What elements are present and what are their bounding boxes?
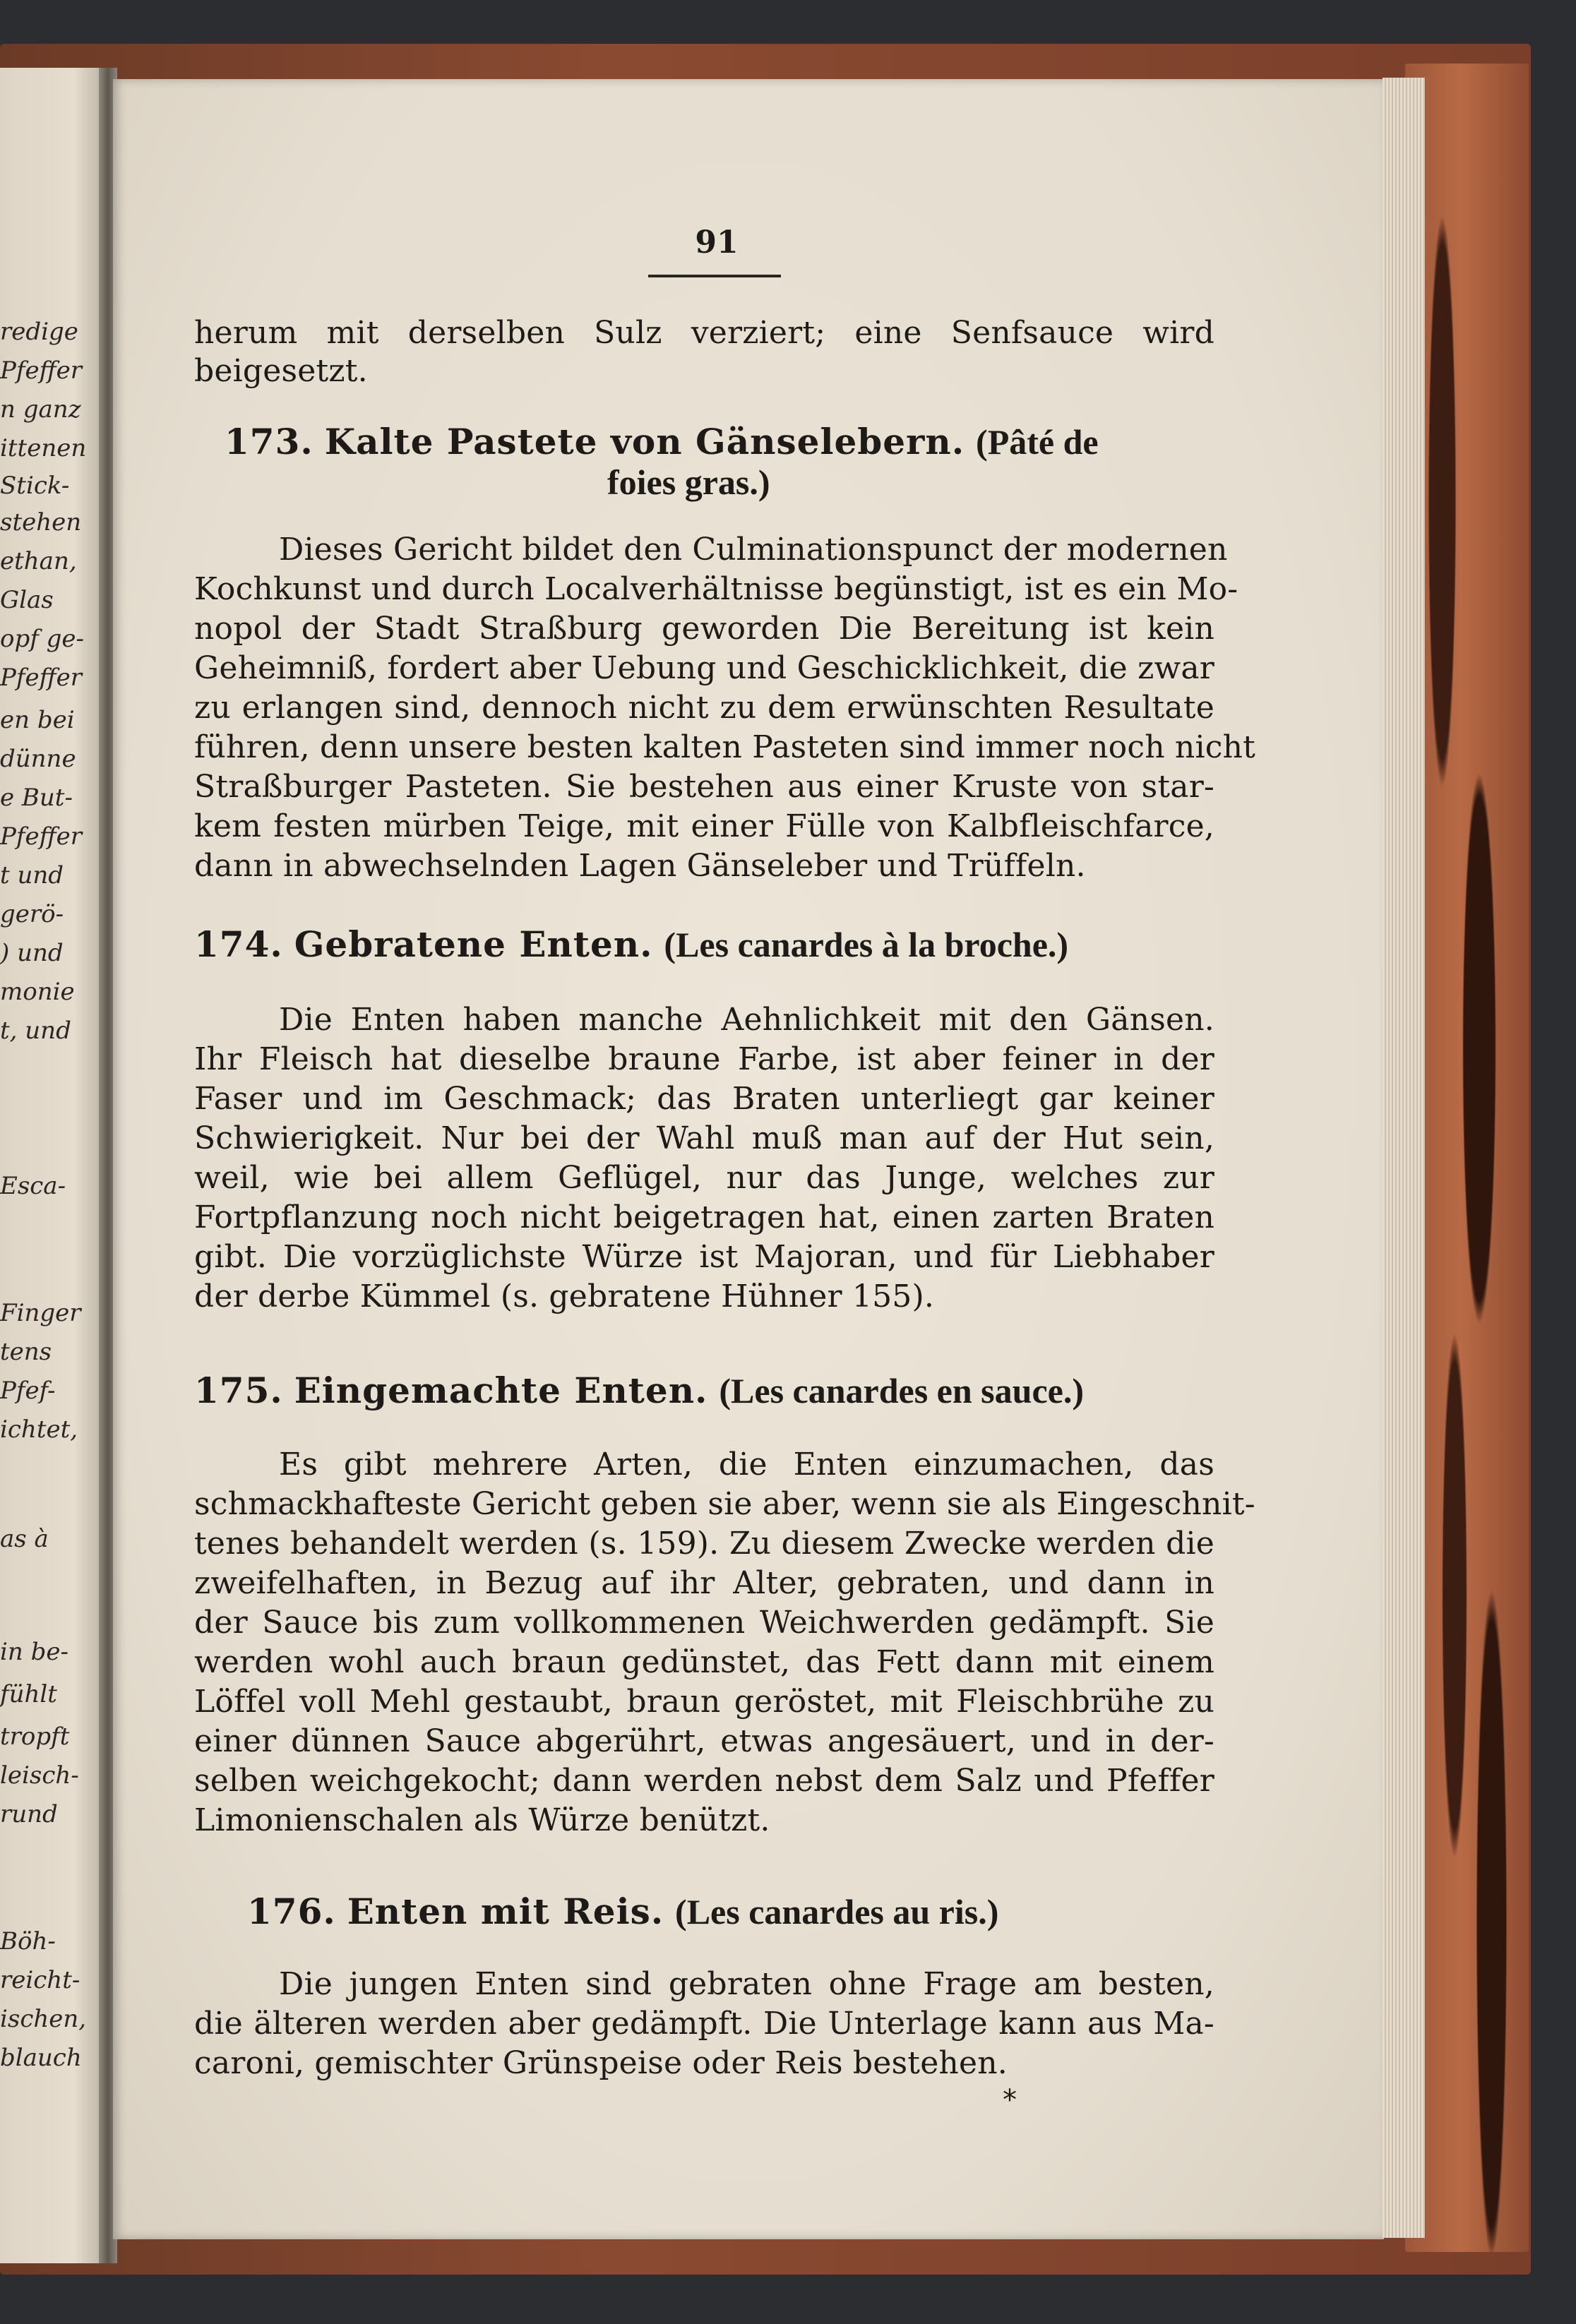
recipe-text-line: weil, wie bei allem Geflügel, nur das Junge, welches zur: [194, 1160, 1214, 1196]
left-page-text-fragment: ethan,: [0, 547, 77, 575]
recipe-text-line: Geheimniß, fordert aber Uebung und Geschicklichkeit, die zwar: [194, 650, 1214, 686]
left-page-text-fragment: Finger: [0, 1299, 81, 1327]
left-page-fragment: [0, 68, 106, 2263]
left-page-text-fragment: Pfeffer: [0, 822, 83, 851]
recipe-text-line: tenes behandelt werden (s. 159). Zu diesem Zwecke werden die: [194, 1526, 1214, 1562]
recipe-text-line: Ihr Fleisch hat dieselbe braune Farbe, ist aber feiner in der: [194, 1041, 1214, 1077]
recipe-text-line: Faser und im Geschmack; das Braten unterliegt gar keiner: [194, 1081, 1214, 1117]
recipe-title-french: (Les canardes au ris.): [675, 1892, 999, 1931]
left-page-text-fragment: Pfeffer: [0, 664, 83, 692]
recipe-text-line: führen, denn unsere besten kalten Pasteten sind immer noch nicht: [194, 729, 1255, 765]
recipe-text-line: einer dünnen Sauce abgerührt, etwas angesäuert, und in der-: [194, 1723, 1214, 1759]
left-page-text-fragment: opf ge-: [0, 625, 84, 653]
recipe-text-line: Kochkunst und durch Localverhältnisse begünstigt, ist es ein Mo-: [194, 571, 1238, 607]
left-page-text-fragment: ) und: [0, 939, 64, 967]
intro-line: herum mit derselben Sulz verziert; eine Senfsauce wird: [194, 315, 1214, 351]
recipe-text-line: zu erlangen sind, dennoch nicht zu dem erwünschten Resultate: [194, 690, 1214, 726]
left-page-text-fragment: leisch-: [0, 1761, 79, 1790]
left-page-text-fragment: tens: [0, 1338, 52, 1366]
recipe-text-line: Schwierigkeit. Nur bei der Wahl muß man auf der Hut sein,: [194, 1120, 1214, 1156]
recipe-title: Gebratene Enten.: [294, 923, 653, 965]
recipe-text-line: gibt. Die vorzüglichste Würze ist Majoran, und für Liebhaber: [194, 1239, 1214, 1275]
recipe-text-line: Es gibt mehrere Arten, die Enten einzumachen, das: [279, 1446, 1214, 1483]
recipe-title-french: (Les canardes en sauce.): [719, 1371, 1084, 1410]
left-page-text-fragment: tropft: [0, 1723, 70, 1751]
left-page-text-fragment: n ganz: [0, 395, 81, 424]
recipe-text-line: Straßburger Pasteten. Sie bestehen aus einer Kruste von star-: [194, 769, 1214, 805]
left-page-text-fragment: monie: [0, 978, 75, 1006]
left-page-text-fragment: gerö-: [0, 900, 64, 928]
left-page-text-fragment: dünne: [0, 745, 76, 773]
left-page-text-fragment: Böh-: [0, 1927, 56, 1955]
recipe-text-line: zweifelhaften, in Bezug auf ihr Alter, gebraten, und dann in: [194, 1565, 1214, 1601]
recipe-text-line: der Sauce bis zum vollkommenen Weichwerden gedämpft. Sie: [194, 1605, 1214, 1641]
left-page-text-fragment: ittenen: [0, 434, 87, 462]
left-page-text-fragment: ichtet,: [0, 1415, 78, 1444]
recipe-text-line: schmackhafteste Gericht geben sie aber, wenn sie als Eingeschnit-: [194, 1486, 1255, 1522]
recipe-number: 175.: [194, 1370, 283, 1411]
recipe-heading-173: [225, 421, 1099, 462]
recipe-title: Eingemachte Enten.: [294, 1370, 708, 1411]
left-page-text-fragment: as à: [0, 1525, 49, 1553]
recipe-text-line: Dieses Gericht bildet den Culminationspunct der modernen: [279, 532, 1228, 568]
recipe-number: 174.: [194, 923, 283, 965]
left-page-text-fragment: en bei: [0, 706, 75, 734]
left-page-text-fragment: t und: [0, 861, 64, 890]
left-page-text-fragment: Glas: [0, 586, 54, 614]
recipe-heading-175: [194, 1370, 1084, 1411]
recipe-heading-174: [194, 923, 1068, 965]
left-page-text-fragment: Pfeffer: [0, 357, 83, 385]
recipe-title-french: (Les canardes à la broche.): [664, 925, 1069, 964]
page-number-rule: [648, 275, 781, 277]
left-page-text-fragment: stehen: [0, 508, 82, 537]
recipe-text-line: kem festen mürben Teige, mit einer Fülle von Kalbfleischfarce,: [194, 808, 1214, 844]
recipe-heading-176: [247, 1891, 998, 1932]
recipe-text-line: Die Enten haben manche Aehnlichkeit mit den Gänsen.: [279, 1002, 1214, 1038]
left-page-text-fragment: ischen,: [0, 2005, 87, 2033]
left-page-text-fragment: in be-: [0, 1638, 68, 1666]
page-edges: [1383, 78, 1425, 2238]
recipe-number: 173.: [225, 421, 314, 462]
recipe-text-line: werden wohl auch braun gedünstet, das Fett dann mit einem: [194, 1644, 1214, 1680]
page-number: 91: [695, 224, 739, 260]
recipe-title-french-continued: foies gras.): [607, 462, 770, 502]
left-page-text-fragment: e But-: [0, 784, 73, 812]
recipe-text-line: Die jungen Enten sind gebraten ohne Frage am besten,: [279, 1966, 1214, 2002]
recipe-text-line: dann in abwechselnden Lagen Gänseleber und Trüffeln.: [194, 848, 1086, 884]
recipe-text-line: Limonienschalen als Würze benützt.: [194, 1802, 770, 1838]
recipe-text-line: selben weichgekocht; dann werden nebst dem Salz und Pfeffer: [194, 1763, 1214, 1799]
recipe-text-line: caroni, gemischter Grünspeise oder Reis bestehen.: [194, 2045, 1008, 2081]
recipe-text-line: nopol der Stadt Straßburg geworden Die Bereitung ist kein: [194, 611, 1214, 647]
recipe-text-line: Fortpflanzung noch nicht beigetragen hat, einen zarten Braten: [194, 1199, 1214, 1235]
left-page-text-fragment: fühlt: [0, 1680, 57, 1708]
recipe-number: 176.: [247, 1891, 336, 1932]
left-page-text-fragment: t, und: [0, 1017, 71, 1045]
left-page-text-fragment: Pfef-: [0, 1377, 56, 1405]
recipe-text-line: der derbe Kümmel (s. gebratene Hühner 155).: [194, 1278, 935, 1314]
recipe-text-line: Löffel voll Mehl gestaubt, braun geröstet, mit Fleischbrühe zu: [194, 1684, 1214, 1720]
intro-line: beigesetzt.: [194, 353, 368, 389]
recipe-title-french: (Pâté de: [976, 422, 1099, 462]
recipe-title: Kalte Pastete von Gänselebern.: [324, 421, 965, 462]
recipe-text-line: die älteren werden aber gedämpft. Die Unterlage kann aus Ma-: [194, 2006, 1214, 2042]
footer-mark: *: [1003, 2084, 1017, 2116]
left-page-text-fragment: redige: [0, 318, 78, 346]
left-page-text-fragment: rund: [0, 1800, 58, 1828]
left-page-text-fragment: reicht-: [0, 1966, 80, 1994]
left-page-text-fragment: blauch: [0, 2044, 82, 2072]
left-page-text-fragment: Esca-: [0, 1172, 66, 1200]
recipe-title: Enten mit Reis.: [347, 1891, 664, 1932]
left-page-text-fragment: Stick-: [0, 472, 70, 500]
